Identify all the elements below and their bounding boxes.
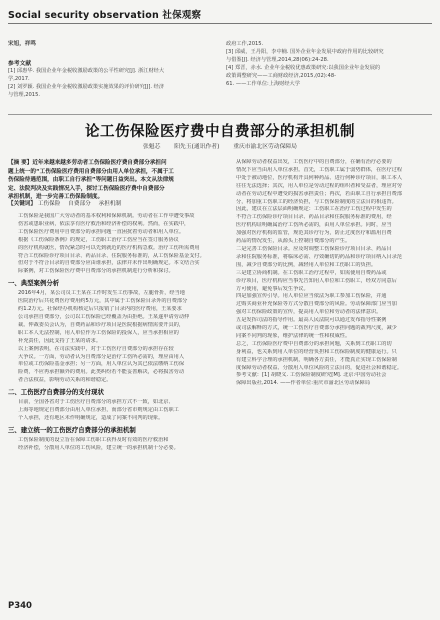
body-line: 往往无法选择；其次，用人单位是劳动过程的组织者和受益者，理应对劳 xyxy=(236,182,403,189)
body-line: 符合工伤保险诊疗项目目录、药品目录、住院服务标准的，从工伤保险基金支付。 xyxy=(18,252,205,259)
previous-article-author: 宋旭，祥鸣 xyxy=(8,41,36,47)
body-line: 上海等地规定自费部分由用人单位承担，而部分省市则规定由工伤职工 xyxy=(18,407,179,414)
body-line: 四是加强宣传引导。用人单位应当依法为职工参加工伤保险，并通 xyxy=(236,293,387,300)
body-line: 诊疗项目，医疗机构应当事先告知用人单位和工伤职工，经双方同意后 xyxy=(236,277,397,284)
body-line: 但对于不符合目录的自费部分应由谁承担，法律并未作出明确规定。本文结合实 xyxy=(18,260,200,267)
abstract-line: 承担机制，进一步完善工伤保险制度。 xyxy=(8,194,104,201)
body-line: 分，将加重工伤职工的经济负担，与工伤保险制度的立法目的相违背。 xyxy=(236,198,397,205)
body-line: 五是发挥司法的指导作用。最高人民法院可以通过发布指导性案例 xyxy=(236,317,387,324)
keywords-label: 【关键词】 xyxy=(8,201,36,207)
reference-line: 与管理,2015. xyxy=(8,92,41,99)
author-name: 张魁芯 xyxy=(143,144,161,150)
body-line: 裁。仲裁委员会认为，自费药品和诊疗项目是医院根据病情需要开具的， xyxy=(18,321,185,328)
body-line: 因此，建议在立法层面明确规定：工伤职工在治疗工伤过程中发生的 xyxy=(236,206,392,213)
body-line: 二是完善工伤保险目录。应及时调整工伤保险诊疗项目目录、药品目 xyxy=(236,245,392,252)
body-line: 方可使用，避免事后发生争议。 xyxy=(236,285,309,292)
keyword: 承担机制 xyxy=(98,201,122,207)
body-line: 同案不同判的现象，维护法律的统一性和权威性。 xyxy=(236,332,351,339)
body-line: 加强对医疗机构的监管，规范其诊疗行为，防止过度医疗和滥用自费 xyxy=(236,230,392,237)
body-line: 保障出版社,2014. ——作者单位:重庆市渝北区劳动保障局 xyxy=(236,380,371,387)
reference-line: 61. ——工作单位:上海财经大学 xyxy=(226,81,300,88)
body-line: 中处于被动地位，医疗机构开具何种药品、进行何种诊疗项目，职工本人 xyxy=(236,174,403,181)
body-line: 补充责任，因此支持了王某的请求。 xyxy=(18,337,102,344)
body-line: 三是建立协商机制。在工伤职工治疗过程中，如需使用自费药品或 xyxy=(236,269,387,276)
body-line: 的医疗机构就医，情况紧急时可以先到就近的医疗机构急救。治疗工伤所需费用 xyxy=(18,244,200,251)
body-line: 医院治疗后共花费医疗费用约5万元，其中属于工伤保险目录外的自费部分 xyxy=(18,298,188,305)
reference-line: 与借鉴[J]. 经济与管理,2014,28(06):24-28. xyxy=(226,57,329,64)
section-heading: 三、建立统一的工伤医疗自费部分的承担机制 xyxy=(8,425,136,434)
body-line: 总之，工伤保险医疗费中自费部分的承担问题，关系到工伤职工的切 xyxy=(236,340,392,347)
abstract-line: 题上统一的“工伤保险医疗费用自费部分由用人单位承担，不属于工 xyxy=(8,168,174,175)
abstract-line: 【摘 要】近年来越来越多劳动者工伤保险医疗费自费部分承担问 xyxy=(8,160,167,166)
body-line: 个人承担，还有地区未作明确规定，造成了同案不同判的现象。 xyxy=(18,414,164,421)
body-line: 约1.2万元。社保经办机构核定后只报销了目录内的医疗费用，王某要求 xyxy=(18,306,182,313)
right-column-body xyxy=(226,159,432,388)
body-line: 度保障劳动者权益、分散用人单位风险的立法目的，促进社会和谐稳定。 xyxy=(236,364,403,371)
body-line: 工伤保险是我国广大劳动者的基本权利和保障机制。劳动者在工作中遭受事故 xyxy=(18,213,195,219)
reference-line: [1] 邱惠华. 我国企业年金税收激励政策的公平性研究[J]. 浙江财经大 xyxy=(8,68,165,74)
keyword: 工伤保险 xyxy=(37,201,61,207)
reference-line: [4] 郑晋，赤水. 企业年金税收优惠政策研究:以我国企业年金发展的 xyxy=(226,65,381,72)
author-affiliation: 重庆市渝北区劳动保障局 xyxy=(233,144,297,150)
reference-line: [3] 邱威，王丹阳，李中楠. 国外企业年金发展中政府作用的比较研究 xyxy=(226,49,384,56)
page-number: P340 xyxy=(8,601,32,611)
abstract-line: 伤保险待遇范围，由职工自行承担”等问题日益突出。本文从法律规 xyxy=(8,177,174,184)
reference-line: 政策调整研究——工商财政经济,2015,(02):48- xyxy=(226,73,336,80)
body-line: 工伤保险医疗费用中自费部分的承担问题一直困扰着劳动者和用人单位。 xyxy=(18,228,185,235)
body-line: 目前，全国各省对于工伤医疗自费部分的承担方式不一致，如北京、 xyxy=(18,399,174,406)
abstract xyxy=(8,159,214,202)
body-line: 际案例，对工伤保险医疗费中自费部分的承担机制进行分析和探讨。 xyxy=(18,268,174,275)
body-line: 根据《工伤保险条例》的规定，工伤职工治疗工伤应当在签订服务协议 xyxy=(18,236,179,243)
section-heading: 一、典型案例分析 xyxy=(8,279,60,288)
abstract-line: 定、法院判决及实践情况入手，探讨工伤保险医疗费中自费部分 xyxy=(8,185,165,192)
body-line: 者合法权益，影响劳动关系的和谐稳定。 xyxy=(18,377,112,384)
keywords xyxy=(8,199,214,207)
body-line: 动者在劳动过程中遭受的损害承担责任；再次，若由职工自行承担自费部 xyxy=(236,190,403,197)
body-line: 工伤保险制度的设立旨在保障工伤职工获得及时有效的医疗救治和 xyxy=(18,436,169,443)
author-name: 阳先玉(通讯作者) xyxy=(174,144,220,150)
body-line: 有建立科学合理的承担机制，明确各方责任，才能真正实现工伤保险制 xyxy=(236,356,397,363)
body-line: 公司承担自费部分，公司以工伤保险已经覆盖为由拒绝。王某遂申请劳动仲 xyxy=(18,313,190,320)
article-title: 论工伤保险医疗费中自费部分的承担机制 xyxy=(85,123,355,140)
byline xyxy=(0,141,440,150)
body-line: 经济补偿，分散用人单位的工伤风险，建立统一的承担机制十分必要。 xyxy=(18,444,179,451)
keyword: 自费部分 xyxy=(68,201,91,207)
body-line: 参考文献：[1] 胡晓义. 工伤保险制度研究[M]. 北京:中国劳动社会 xyxy=(236,372,387,379)
title-rule xyxy=(8,114,432,115)
body-line: 2016年4月，某公司员工王某在工作时发生工伤事故，左腿骨折，经当地 xyxy=(18,290,185,297)
body-line: 医疗机构证明确属治疗工伤所必需的，由用人单位承担。同时，应当 xyxy=(236,222,392,229)
body-line: 从保障劳动者权益出发，工伤医疗中的自费部分，在确有治疗必要的 xyxy=(236,159,392,165)
reference-line: [2] 刘罗颖. 我国企业年金税收激励政策实施效果的评价研究[J]. 经济 xyxy=(8,84,165,91)
body-line: 录和住院服务标准，将临床必需、疗效确切的药品和诊疗项目纳入目录范 xyxy=(236,253,403,260)
body-line: 单位或工伤保险基金承担；另一方面，用人单位认为其已依法缴纳工伤保 xyxy=(18,361,185,368)
left-column-body xyxy=(8,213,214,453)
references-right xyxy=(226,40,432,89)
header-rule xyxy=(8,23,432,24)
body-line: 身利益，也关系到用人单位的经营负担和工伤保险制度的健康运行。只 xyxy=(236,348,397,355)
references-left xyxy=(8,67,214,99)
reference-line: 政府工作,2015. xyxy=(226,41,264,47)
section-heading: 二、工伤医疗自费部分的支付现状 xyxy=(8,388,104,397)
body-line: 险费，不应再承担额外的费用。此类纠纷若不能妥善解决，必将损害劳动 xyxy=(18,369,185,376)
body-line: 强对工伤保险政策的宣传，提高用人单位和劳动者的法律意识。 xyxy=(236,309,382,316)
references-heading: 参考文献 xyxy=(8,61,32,67)
body-line: 不符合工伤保险诊疗项目目录、药品目录和住院服务标准的费用，经 xyxy=(236,214,392,221)
body-line: 职工本人无法控制，用人单位作为工伤保险的投保人，应当承担相应的 xyxy=(18,329,179,336)
body-line: 过购买商业补充保险等方式分散自费部分的风险。劳动保障部门应当加 xyxy=(236,301,397,308)
reference-line: 学,2017. xyxy=(8,76,30,83)
body-line: 或司法解释的方式，统一工伤医疗自费部分承担问题的裁判尺度，减少 xyxy=(236,325,397,332)
body-line: 以上案例表明，在司法实践中，对于工伤医疗自费部分的承担存在较 xyxy=(18,345,174,352)
body-line: 伤害或患职业病，依法享有医疗救治和经济补偿的权利。然而，在实践中， xyxy=(18,220,190,227)
body-line: 情况下应当由用人单位承担。首先，工伤职工属于弱势群体，在医疗过程 xyxy=(236,166,403,173)
body-line: 药品的情况发生，从源头上控制自费部分的产生。 xyxy=(236,238,351,245)
body-line: 大争议。一方面，劳动者认为自费部分是治疗工伤所必需的，理应由用人 xyxy=(18,353,185,360)
body-line: 围，减少自费部分的比例，减轻用人单位和工伤职工的负担。 xyxy=(236,261,377,268)
journal-header: Social security observation 社保观察 xyxy=(8,10,202,21)
